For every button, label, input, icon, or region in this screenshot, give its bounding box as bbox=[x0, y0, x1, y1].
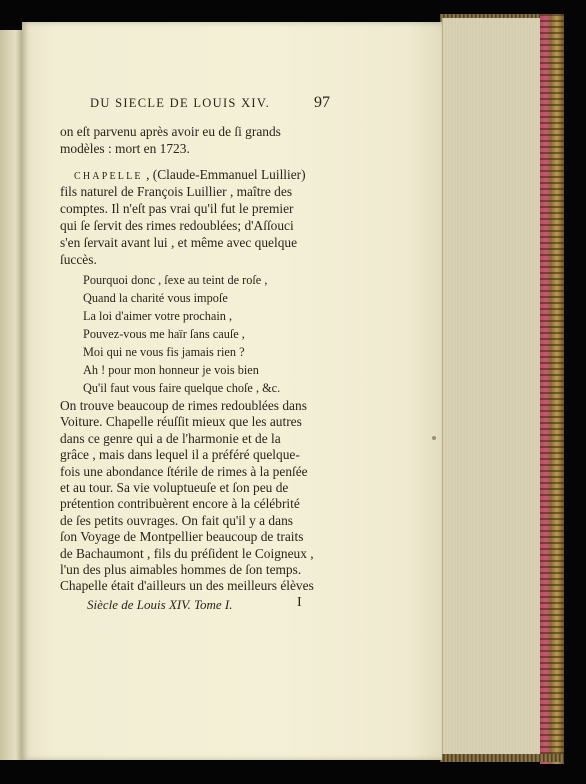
text-line: dans ce genre qui a de l'harmonie et de la bbox=[60, 430, 281, 446]
running-header bbox=[90, 96, 330, 111]
signature-line: Siècle de Louis XIV. Tome I. bbox=[87, 597, 233, 612]
text-line: ſuccès. bbox=[60, 252, 97, 267]
page-block-edge bbox=[442, 18, 543, 760]
verse-line: Quand la charité vous impoſe bbox=[83, 291, 228, 305]
text-line: prétention contribuèrent encore à la célébrité bbox=[60, 496, 300, 512]
verse-line: Qu'il faut vous faire quelque choſe , &c. bbox=[83, 381, 281, 395]
text-line: et au tour. Sa vie voluptueuſe et ſon peu de bbox=[60, 480, 289, 495]
text-line: on eſt parvenu après avoir eu de ſi grands bbox=[60, 124, 281, 139]
entry-head-word: CHAPELLE bbox=[74, 171, 143, 182]
text-line: comptes. Il n'eſt pas vrai qu'il fut le premier bbox=[60, 201, 294, 216]
entry-head-rest: , (Claude-Emmanuel Luillier) bbox=[146, 167, 306, 182]
text-line: ſon Voyage de Montpellier beaucoup de traits bbox=[60, 529, 304, 545]
verse-line: Pouvez-vous me haïr ſans cauſe , bbox=[83, 327, 245, 341]
text-line: de ſes petits ouvrages. On fait qu'il y a dans bbox=[60, 512, 293, 528]
text-line: grâce , mais dans lequel il a préféré quelque- bbox=[60, 447, 300, 463]
text-line: Voiture. Chapelle réuſſit mieux que les autres bbox=[60, 414, 302, 430]
verse-line: Moi qui ne vous fis jamais rien ? bbox=[83, 345, 245, 359]
text-line: de Bachaumont , fils du préſident le Coigneux , bbox=[60, 545, 314, 561]
entry-heading bbox=[60, 167, 306, 183]
text-line: modèles : mort en 1723. bbox=[60, 141, 190, 156]
verse-line: La loi d'aimer votre prochain , bbox=[83, 309, 233, 323]
text-line: On trouve beaucoup de rimes redoublées dans bbox=[60, 398, 307, 413]
book-bottom-edge bbox=[440, 754, 564, 762]
text-line: fils naturel de François Luillier , maître des bbox=[60, 184, 293, 199]
verse-line: Pourquoi donc , ſexe au teint de roſe , bbox=[83, 273, 268, 287]
page-number: 97 bbox=[314, 94, 330, 111]
book-spine bbox=[540, 14, 564, 764]
text-line: fois une abondance ſtérile de rimes à la penſée bbox=[60, 463, 308, 479]
ink-spot bbox=[432, 436, 436, 440]
gathering-mark: I bbox=[297, 595, 302, 610]
verse-line: Ah ! pour mon honneur je vois bien bbox=[83, 363, 259, 377]
left-page-edge bbox=[0, 30, 23, 760]
text-line: Chapelle était d'ailleurs un des meilleurs élèves bbox=[60, 578, 314, 594]
text-line: l'un des plus aimables hommes de ſon temps. bbox=[60, 562, 302, 577]
text-line: s'en ſervait avant lui , et même avec quelque bbox=[60, 235, 298, 250]
running-title: DU SIECLE DE LOUIS XIV. bbox=[90, 96, 271, 110]
text-line: qui ſe ſervit des rimes redoublées; d'Aſſouci bbox=[60, 218, 294, 233]
